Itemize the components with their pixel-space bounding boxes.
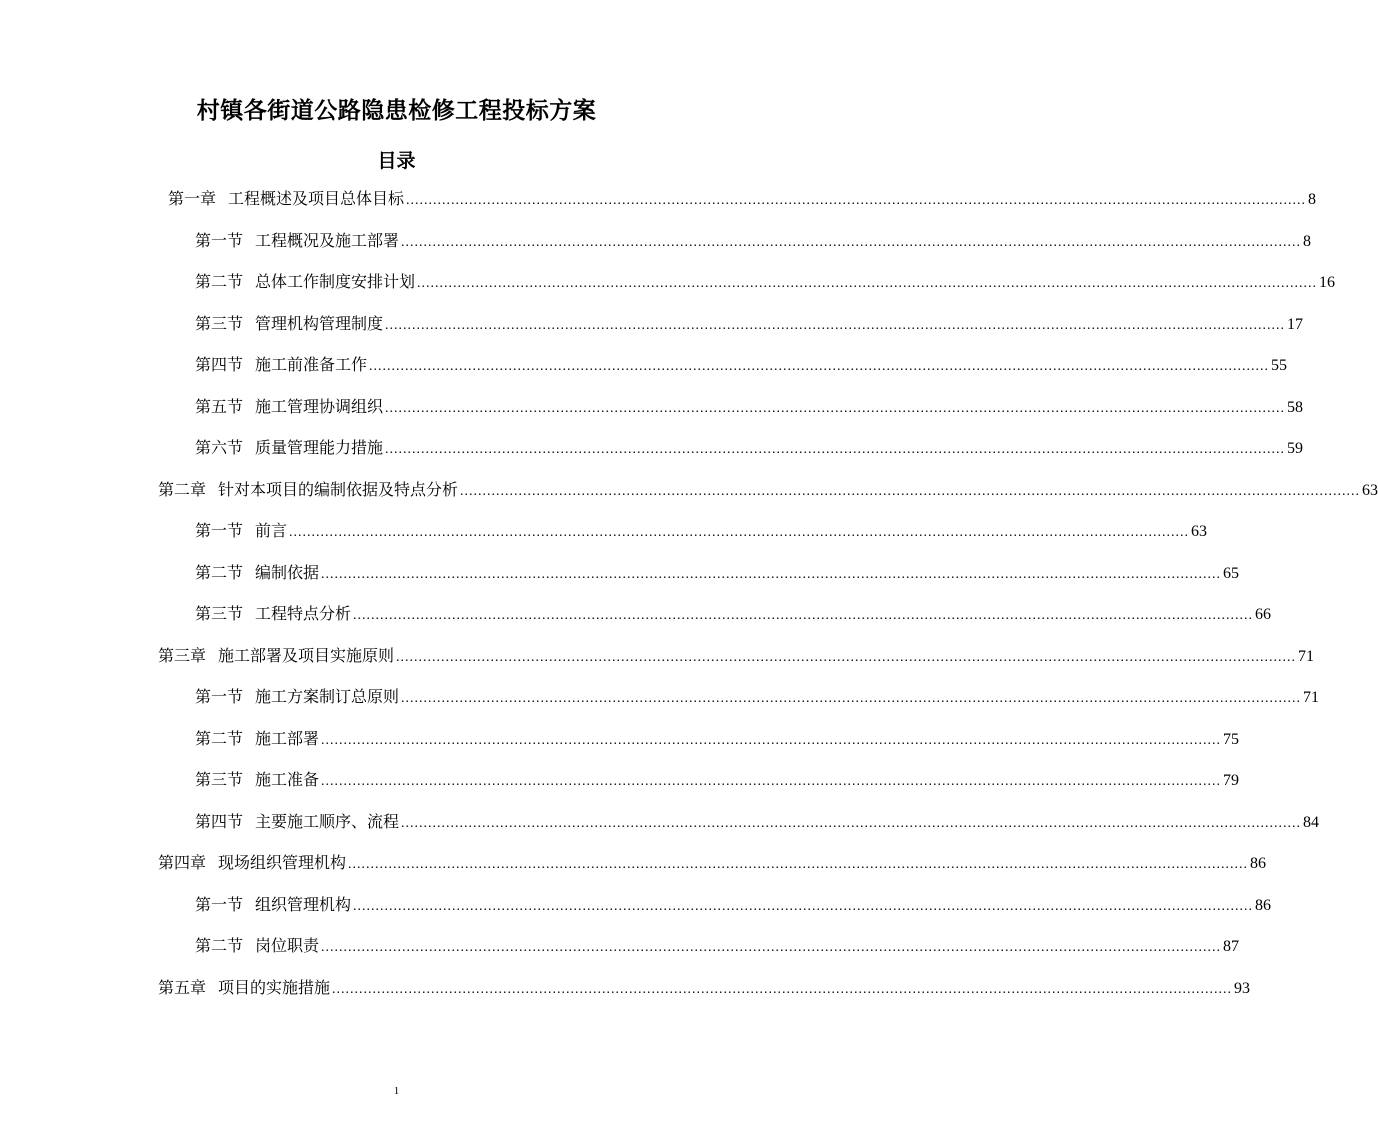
toc-entry-title: 施工管理协调组织 [255, 396, 384, 416]
toc-entry-page: 87 [1223, 938, 1240, 955]
toc-entry-number: 第一节 [195, 894, 244, 914]
toc-entry-number: 第二节 [195, 728, 244, 748]
toc-entry-page: 71 [1303, 689, 1320, 706]
toc-entry-number: 第二节 [195, 562, 244, 582]
toc-entry-number: 第三节 [195, 770, 244, 789]
toc-entry-number: 第一节 [195, 687, 244, 706]
toc-entry-number: 第三节 [195, 313, 244, 333]
toc-entry-page: 55 [1271, 357, 1288, 374]
toc-dot-leader: ........................................................................................................................................................................................................ [348, 857, 1249, 872]
toc-entry-title: 施工部署及项目实施原则 [218, 645, 395, 665]
toc-entry-title: 施工方案制订总原则 [255, 687, 400, 706]
toc-entry-title: 项目的实施措施 [218, 977, 331, 997]
toc-entry-number: 第二节 [195, 936, 244, 955]
toc-entry-number: 第四节 [195, 355, 244, 374]
toc-entry-page: 17 [1287, 315, 1304, 333]
toc-section-entry[interactable] [195, 809, 1320, 835]
toc-entry-number: 第三节 [195, 604, 244, 623]
toc-entry-page: 66 [1255, 606, 1272, 623]
toc-dot-leader: ........................................................................................................................................................................................................ [460, 483, 1361, 499]
toc-dot-leader: ........................................................................................................................................................................................................ [385, 400, 1286, 416]
toc-entry-page: 16 [1319, 274, 1336, 291]
toc-entry-title: 工程概述及项目总体目标 [228, 189, 405, 208]
toc-entry-title: 组织管理机构 [255, 894, 352, 914]
toc-entry-number: 第三章 [158, 645, 207, 665]
toc-entry-title: 施工部署 [255, 728, 320, 748]
toc-section-entry[interactable] [195, 228, 1312, 254]
toc-entry-title: 施工准备 [255, 770, 320, 789]
toc-entry-title: 编制依据 [255, 562, 320, 582]
toc-dot-leader: ........................................................................................................................................................................................................ [353, 898, 1254, 914]
toc-heading: 目录 [377, 150, 416, 172]
toc-dot-leader: ........................................................................................................................................................................................................ [385, 442, 1286, 457]
toc-entry-title: 工程概况及施工部署 [255, 230, 400, 250]
toc-entry-page: 63 [1362, 481, 1378, 499]
page-title: 村镇各街道公路隐患检修工程投标方案 [196, 98, 597, 124]
toc-section-entry[interactable] [195, 684, 1320, 710]
toc-chapter-entry[interactable] [158, 643, 1315, 669]
toc-section-entry[interactable] [195, 601, 1272, 627]
toc-dot-leader: ........................................................................................................................................................................................................ [417, 276, 1318, 291]
toc-entry-title: 前言 [255, 521, 288, 540]
toc-entry-title: 岗位职责 [255, 936, 320, 955]
toc-entry-page: 71 [1298, 647, 1315, 665]
toc-chapter-entry[interactable] [168, 186, 1317, 212]
toc-entry-number: 第二章 [158, 479, 207, 499]
toc-dot-leader: ........................................................................................................................................................................................................ [321, 774, 1222, 789]
toc-section-entry[interactable] [195, 352, 1288, 378]
toc-entry-page: 75 [1223, 730, 1240, 748]
toc-dot-leader: ........................................................................................................................................................................................................ [332, 981, 1233, 997]
toc-entry-page: 63 [1191, 523, 1208, 540]
toc-entry-title: 总体工作制度安排计划 [255, 272, 416, 291]
toc-entry-title: 质量管理能力措施 [255, 438, 384, 457]
toc-entry-number: 第一节 [195, 230, 244, 250]
toc-entry-title: 管理机构管理制度 [255, 313, 384, 333]
toc-dot-leader: ........................................................................................................................................................................................................ [396, 649, 1297, 665]
toc-entry-number: 第六节 [195, 438, 244, 457]
toc-dot-leader: ........................................................................................................................................................................................................ [401, 234, 1302, 250]
toc-dot-leader: ........................................................................................................................................................................................................ [369, 359, 1270, 374]
toc-dot-leader: ........................................................................................................................................................................................................ [385, 317, 1286, 333]
toc-entry-page: 59 [1287, 440, 1304, 457]
toc-chapter-entry[interactable] [158, 477, 1378, 503]
toc-entry-number: 第五章 [158, 977, 207, 997]
toc-entry-page: 86 [1250, 855, 1267, 872]
toc-section-entry[interactable] [195, 767, 1240, 793]
toc-entry-number: 第一章 [168, 189, 217, 208]
toc-entry-number: 第二节 [195, 272, 244, 291]
toc-entry-page: 8 [1308, 191, 1317, 208]
toc-dot-leader: ........................................................................................................................................................................................................ [401, 815, 1302, 831]
toc-entry-number: 第四节 [195, 811, 244, 831]
toc-dot-leader: ........................................................................................................................................................................................................ [321, 732, 1222, 748]
toc-dot-leader: ........................................................................................................................................................................................................ [353, 608, 1254, 623]
toc-dot-leader: ........................................................................................................................................................................................................ [289, 525, 1190, 540]
toc-entry-page: 79 [1223, 772, 1240, 789]
toc-entry-page: 65 [1223, 564, 1240, 582]
toc-section-entry[interactable] [195, 518, 1208, 544]
toc-entry-title: 工程特点分析 [255, 604, 352, 623]
toc-entry-title: 针对本项目的编制依据及特点分析 [218, 479, 459, 499]
toc-section-entry[interactable] [195, 311, 1304, 337]
toc-entry-number: 第五节 [195, 396, 244, 416]
toc-entry-title: 施工前准备工作 [255, 355, 368, 374]
toc-chapter-entry[interactable] [158, 975, 1251, 1001]
toc-entry-page: 93 [1234, 979, 1251, 997]
toc-entry-number: 第四章 [158, 853, 207, 872]
toc-entry-title: 主要施工顺序、流程 [255, 811, 400, 831]
toc-section-entry[interactable] [195, 269, 1336, 295]
toc-section-entry[interactable] [195, 435, 1304, 461]
toc-entry-page: 8 [1303, 232, 1312, 250]
toc-dot-leader: ........................................................................................................................................................................................................ [401, 691, 1302, 706]
toc-section-entry[interactable] [195, 726, 1240, 752]
page-number: 1 [393, 1085, 400, 1097]
toc-section-entry[interactable] [195, 394, 1304, 420]
toc-entry-page: 58 [1287, 398, 1304, 416]
toc-section-entry[interactable] [195, 933, 1240, 959]
toc-dot-leader: ........................................................................................................................................................................................................ [406, 193, 1307, 208]
toc-entry-title: 现场组织管理机构 [218, 853, 347, 872]
toc-entry-page: 86 [1255, 896, 1272, 914]
toc-chapter-entry[interactable] [158, 850, 1267, 876]
toc-dot-leader: ........................................................................................................................................................................................................ [321, 940, 1222, 955]
toc-entry-page: 84 [1303, 813, 1320, 831]
toc-entry-number: 第一节 [195, 521, 244, 540]
toc-section-entry[interactable] [195, 892, 1272, 918]
toc-section-entry[interactable] [195, 560, 1240, 586]
toc-dot-leader: ........................................................................................................................................................................................................ [321, 566, 1222, 582]
